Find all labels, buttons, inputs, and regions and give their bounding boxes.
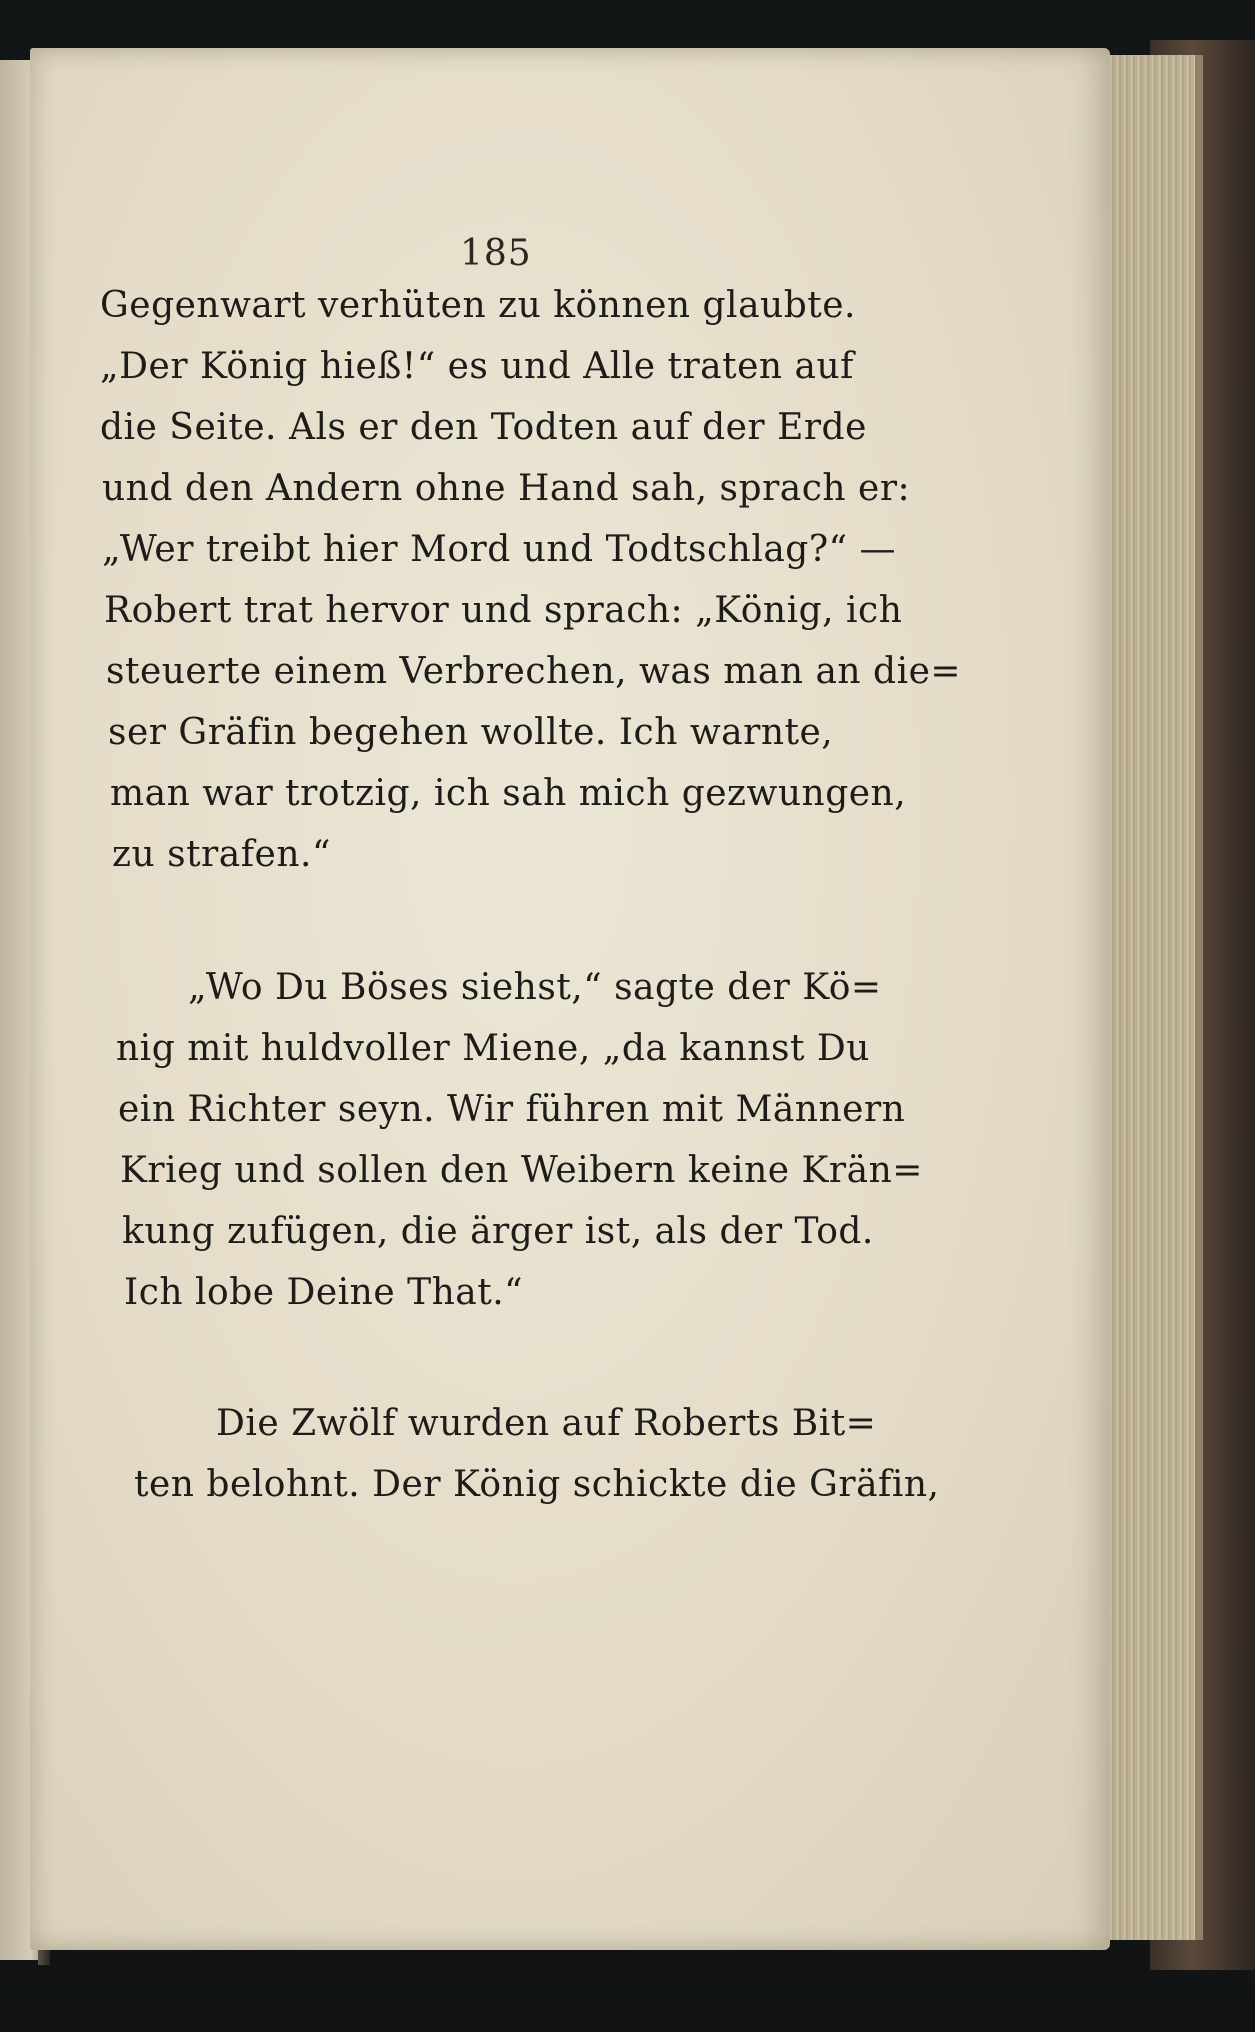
book-page bbox=[30, 48, 1110, 1950]
text-line: Gegenwart verhüten zu können glaubte. bbox=[100, 285, 856, 326]
text-line: zu strafen.“ bbox=[112, 834, 331, 875]
text-line: ein Richter seyn. Wir führen mit Männern bbox=[118, 1089, 906, 1130]
page-number: 185 bbox=[460, 233, 532, 274]
text-line: kung zufügen, die ärger ist, als der Tod. bbox=[122, 1211, 874, 1252]
text-line: „Wer treibt hier Mord und Todtschlag?“ — bbox=[102, 529, 896, 570]
text-line: ser Gräfin begehen wollte. Ich warnte, bbox=[108, 712, 834, 753]
text-line: Die Zwölf wurden auf Roberts Bit= bbox=[216, 1403, 877, 1444]
text-line: man war trotzig, ich sah mich gezwungen, bbox=[110, 773, 907, 814]
text-line: und den Andern ohne Hand sah, sprach er: bbox=[102, 468, 911, 509]
text-line: „Wo Du Böses siehst,“ sagte der Kö= bbox=[188, 967, 882, 1008]
text-line: Krieg und sollen den Weibern keine Krän= bbox=[120, 1150, 923, 1191]
text-line: nig mit huldvoller Miene, „da kannst Du bbox=[116, 1028, 870, 1069]
text-line: die Seite. Als er den Todten auf der Erde bbox=[100, 407, 867, 448]
text-line: Ich lobe Deine That.“ bbox=[124, 1272, 524, 1313]
text-line: Robert trat hervor und sprach: „König, ich bbox=[104, 590, 903, 631]
text-line: steuerte einem Verbrechen, was man an die= bbox=[106, 651, 962, 692]
text-line: ten belohnt. Der König schickte die Gräfin, bbox=[134, 1464, 940, 1505]
text-line: „Der König hieß!“ es und Alle traten auf bbox=[100, 346, 854, 387]
